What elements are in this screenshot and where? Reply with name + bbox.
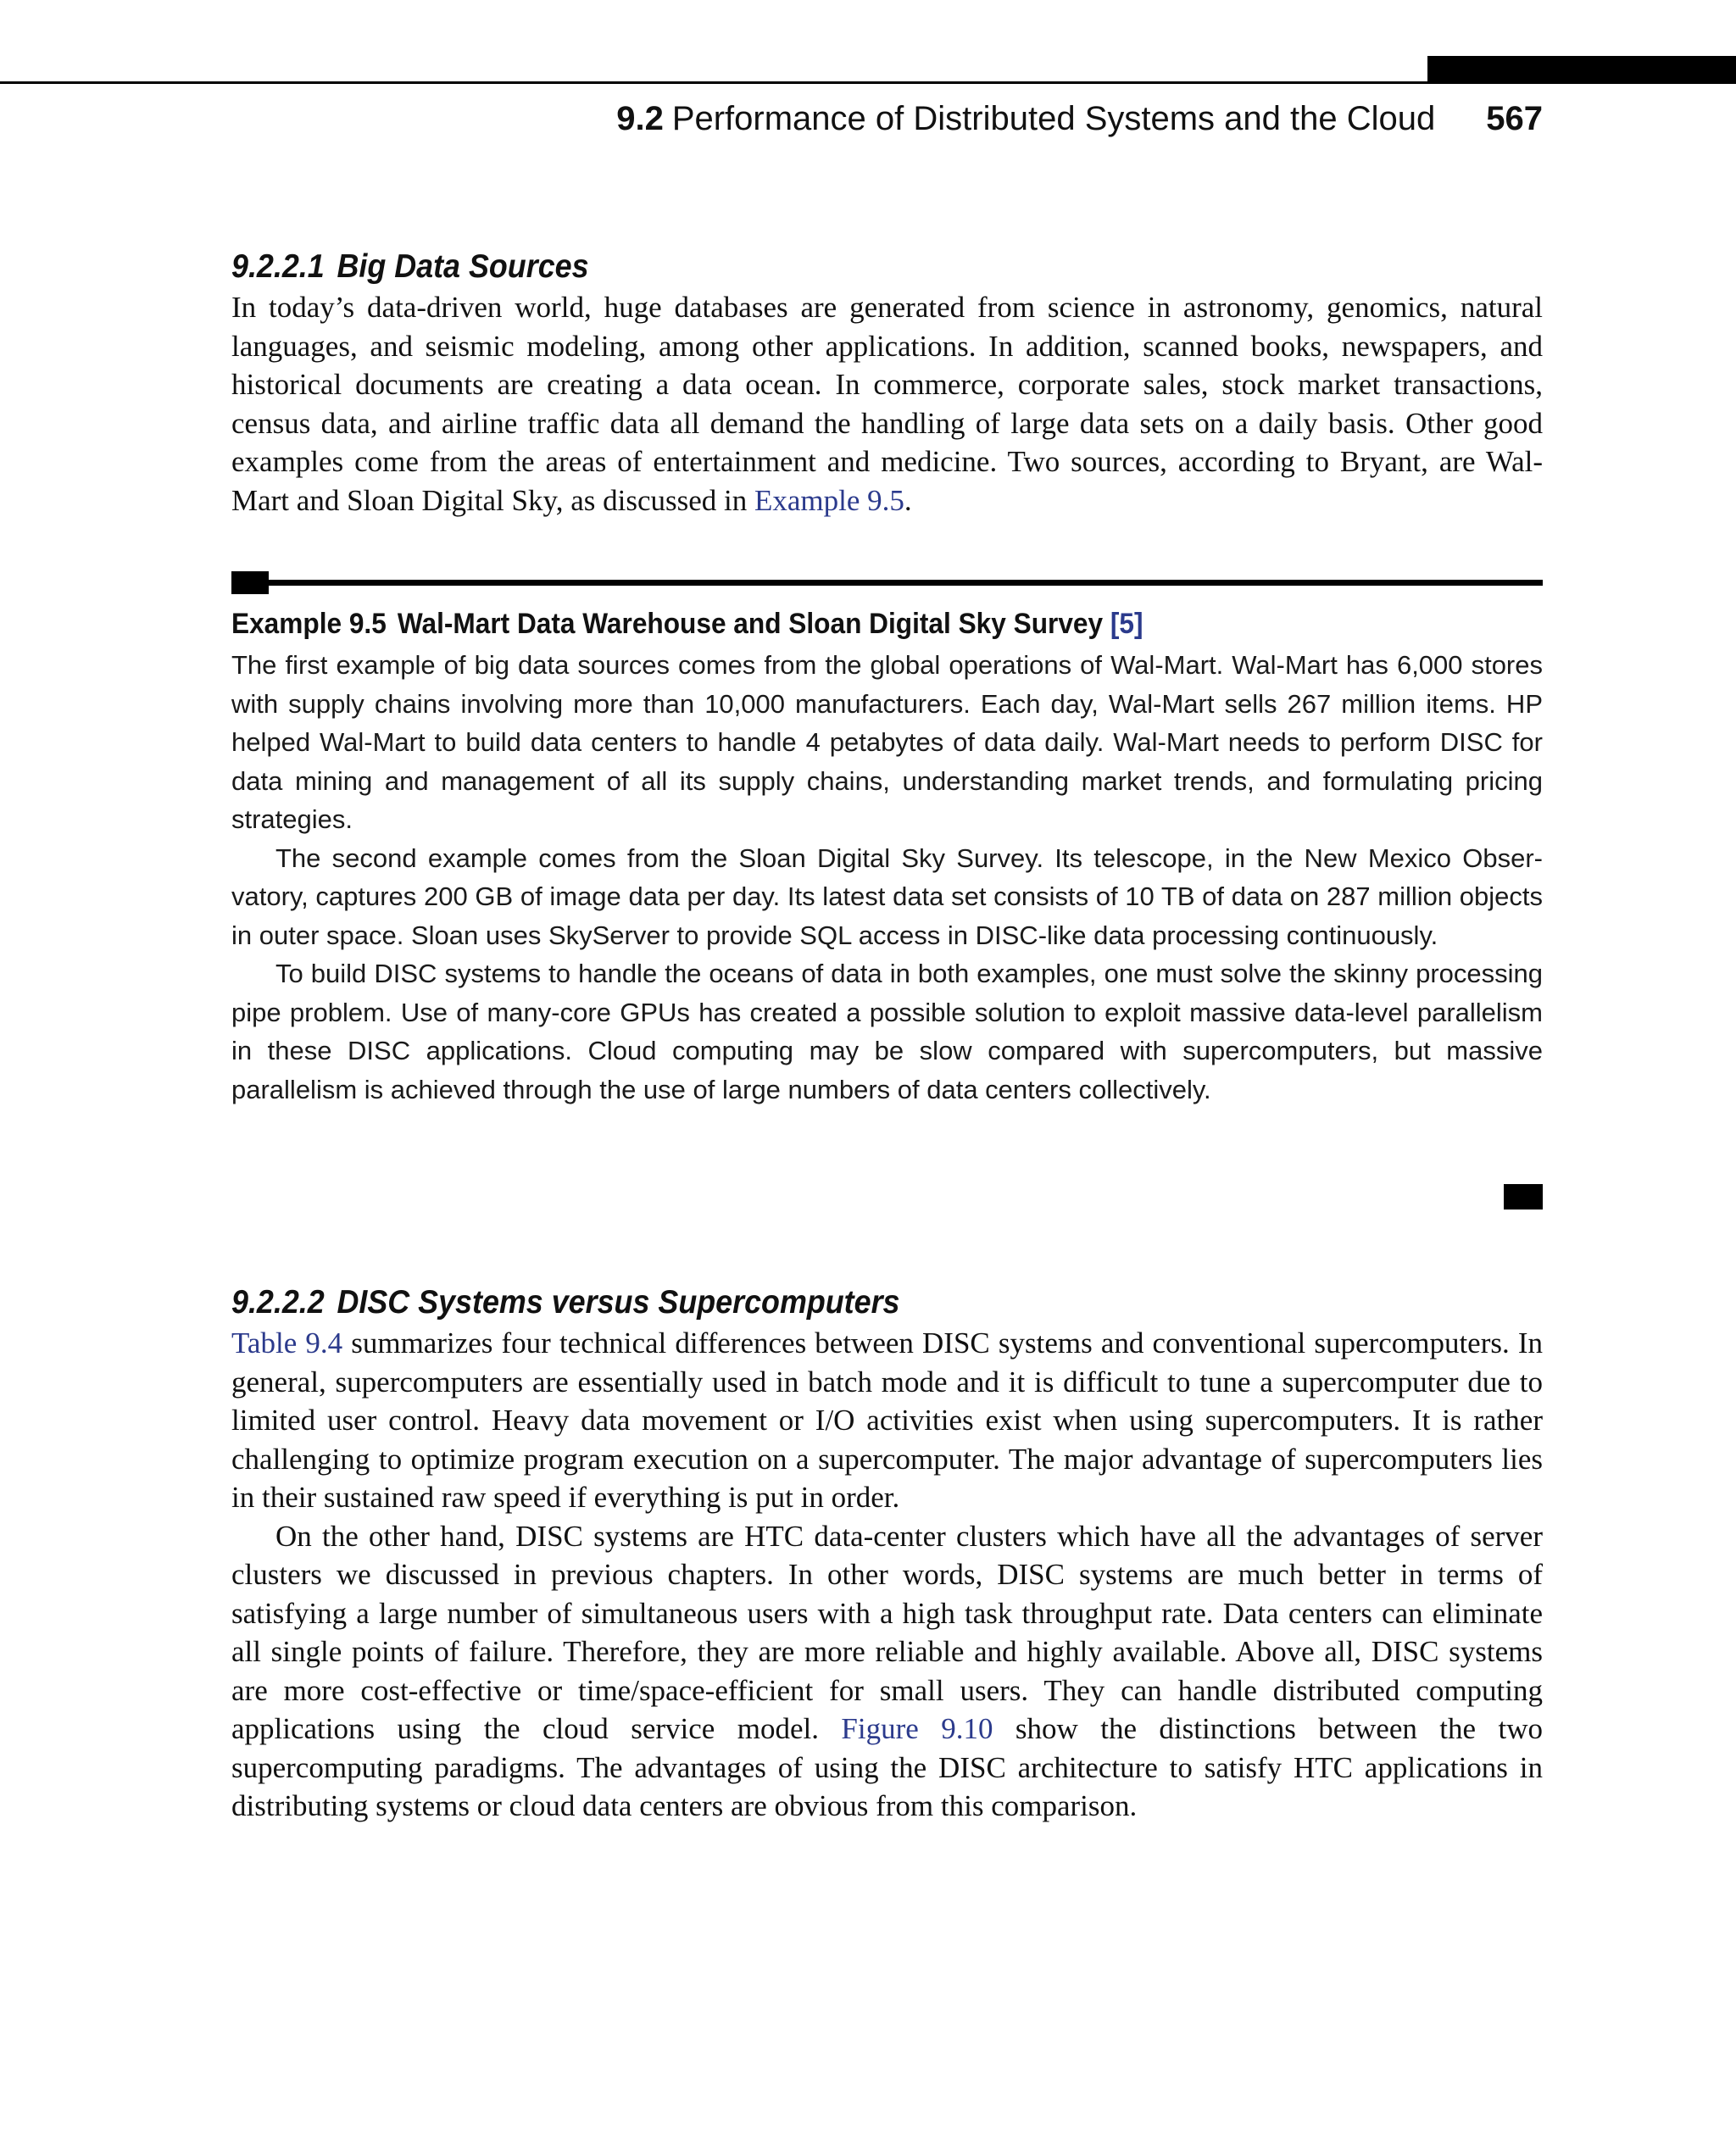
section-title: DISC Systems versus Supercomputers [337,1284,900,1321]
example-title-text: Wal-Mart Data Warehouse and Sloan Digital Sky Survey [397,608,1104,640]
example-label: Example 9.5 [231,608,387,640]
paragraph [231,1517,1543,1826]
example-end-marker [1504,1184,1543,1210]
section-disc-vs-supercomputers [231,1282,1543,1826]
paragraph-text: summarizes four technical differences between DISC systems and conventional supercomputers. In general, supercomputers are essentially used in batch mode and it is difficult to tune a supercomputer due to limited user control. Heavy data movement or I/O activities exist when using supercomputers. It is rather challenging to optimize program execution on a supercomputer. The major advantage of supercomputers lies in their sustained raw speed if everything is put in order. [231,1326,1544,1514]
running-head [616,95,1543,142]
section-big-data-sources [231,246,1543,520]
paragraph [231,288,1543,520]
paragraph-text: . [904,483,912,517]
example-paragraph: The first example of big data sources comes from the global operations of Wal-Mart. Wal-Mart has 6,000 stores with supply chains involving more than 10,000 manufacturers. Each day, Wal-Mart sells 267 million items. HP helped Wal-Mart to build data centers to handle 4 petabytes of data daily. Wal-Mart needs to perform DISC for data mining and management of all its supply chains, understanding market trends, and formulating pricing strategies. [231,650,1543,834]
example-paragraph: To build DISC systems to handle the oceans of data in both examples, one must solve the skinny processing pipe problem. Use of many-core GPUs has created a possible solution to exploit massive data-level parallelism in these DISC applications. Cloud computing may be slow compared with supercomputers, but massive parallelism is achieved through the use of large numbers of data centers collectively. [231,959,1543,1104]
section-heading [231,246,1438,288]
running-head-section-title: Performance of Distributed Systems and the Cloud [671,100,1436,137]
running-head-section-number: 9.2 [616,100,664,137]
paragraph-text: show the distinctions between the two supercomputing paradigms. The advantages of using the DISC architecture to satisfy HTC applications in distributing systems or cloud data centers are obvious from this comparison. [231,1712,1543,1822]
reference-link[interactable]: [5] [1110,608,1143,640]
example-box [231,602,1543,1109]
figure-link[interactable]: Figure 9.10 [841,1712,993,1745]
example-title [231,602,1451,646]
example-rule-block [231,571,269,594]
paragraph-text: On the other hand, DISC systems are HTC data-center clusters which have all the advantages of server clusters we discussed in previous chapters. In other words, DISC systems are much better in terms of satisfying a large number of simultaneous users with a high task throughput rate. Data centers can eliminate all single points of failure. Therefore, they are more reliable and highly available. Above all, DISC systems are more cost-effective or time/space-efficient for small users. They can handle distributed computing applications using the cloud service model. [231,1519,1543,1745]
example-link[interactable]: Example 9.5 [754,483,904,517]
section-number: 9.2.2.1 [231,248,325,285]
paragraph [231,1324,1543,1517]
example-paragraph: The second example comes from the Sloan Digital Sky Survey. Its telescope, in the New Mexico Observatory, captures 200 GB of image data per day. Its latest data set consists of 10 TB of data on 287 million objects in outer space. Sloan uses SkyServer to provide SQL access in DISC-like data processing continuously. [231,842,1543,950]
page-number: 567 [1486,100,1543,137]
paragraph-text: In today’s data-driven world, huge databases are generated from science in astronomy, genomics, natural languages, and seismic modeling, among other applications. In addition, scanned books, newspapers, and historical documents are creating a data ocean. In commerce, corporate sales, stock market transactions, census data, and airline traffic data all demand the handling of large data sets on a daily basis. Other good examples come from the areas of entertainment and medicine. Two sources, according to Bryant, are Wal-Mart and Sloan Digital Sky, as discussed in [231,291,1543,517]
header-tab-block [1427,56,1736,84]
section-number: 9.2.2.2 [231,1284,325,1321]
example-rule-line [231,580,1543,586]
section-title: Big Data Sources [337,248,589,285]
example-top-rule [231,570,1543,594]
table-link[interactable]: Table 9.4 [231,1326,343,1360]
section-heading [231,1282,1438,1324]
